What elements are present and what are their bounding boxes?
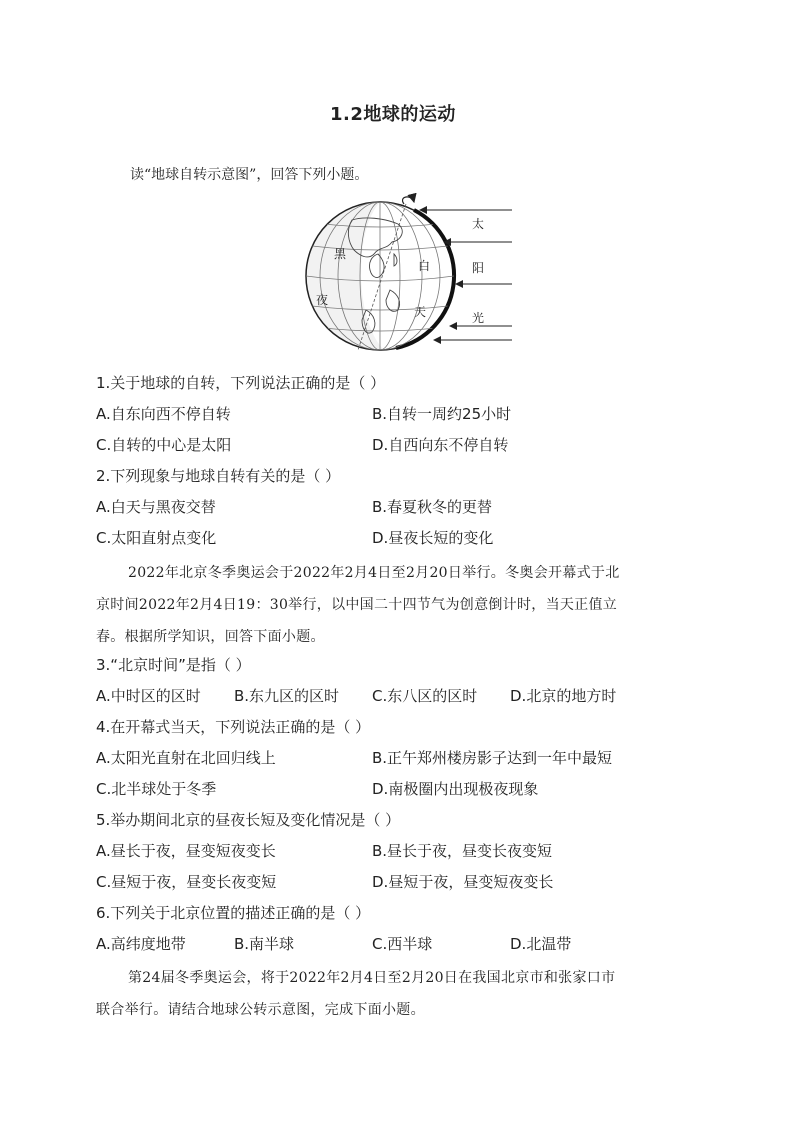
label-sun-2: 阳 <box>472 261 485 275</box>
question-4-option-b: B.正午郑州楼房影子达到一年中最短 <box>372 749 613 767</box>
question-1-option-b: B.自转一周约25小时 <box>372 405 512 423</box>
question-2-option-a: A.白天与黑夜交替 <box>96 498 216 516</box>
question-5-option-c: C.昼短于夜，昼变长夜变短 <box>96 873 277 891</box>
passage-2-line-1: 第24届冬季奥运会，将于2022年2月4日至2月20日在我国北京市和张家口市 <box>128 970 616 986</box>
intro-text: 读“地球自转示意图”，回答下列小题。 <box>130 167 369 183</box>
question-6-stem: 6.下列关于北京位置的描述正确的是（ ） <box>96 904 371 922</box>
label-night-2: 夜 <box>316 293 329 307</box>
question-5-stem: 5.举办期间北京的昼夜长短及变化情况是（ ） <box>96 811 401 829</box>
passage-1-line-3: 春。根据所学知识，回答下面小题。 <box>96 629 325 645</box>
label-day-2: 天 <box>414 305 427 319</box>
label-day-1: 白 <box>418 259 431 273</box>
question-5-option-d: D.昼短于夜，昼变短夜变长 <box>372 873 554 891</box>
question-4-option-a: A.太阳光直射在北回归线上 <box>96 749 276 767</box>
label-sun-1: 太 <box>472 217 485 231</box>
question-6-option-c: C.西半球 <box>372 935 433 953</box>
question-3-stem: 3.“北京时间”是指（ ） <box>96 656 251 674</box>
question-1-option-c: C.自转的中心是太阳 <box>96 436 232 454</box>
question-5-option-a: A.昼长于夜，昼变短夜变长 <box>96 842 276 860</box>
question-3-option-d: D.北京的地方时 <box>510 687 617 705</box>
passage-1-line-2: 京时间2022年2月4日19：30举行，以中国二十四节气为创意倒计时，当天正值立 <box>96 597 618 613</box>
question-2-stem: 2.下列现象与地球自转有关的是（ ） <box>96 467 341 485</box>
question-6-option-a: A.高纬度地带 <box>96 935 186 953</box>
question-1-option-a: A.自东向西不停自转 <box>96 405 231 423</box>
earth-rotation-diagram <box>294 190 520 358</box>
question-3-option-c: C.东八区的区时 <box>372 687 478 705</box>
question-5-option-b: B.昼长于夜，昼变长夜变短 <box>372 842 553 860</box>
passage-2-line-2: 联合举行。请结合地球公转示意图，完成下面小题。 <box>96 1002 425 1018</box>
question-4-option-d: D.南极圈内出现极夜现象 <box>372 780 539 798</box>
question-2-option-d: D.昼夜长短的变化 <box>372 529 494 547</box>
rotation-arrow-icon <box>403 197 414 204</box>
passage-1-line-1: 2022年北京冬季奥运会于2022年2月4日至2月20日举行。冬奥会开幕式于北 <box>128 565 620 581</box>
question-2-option-c: C.太阳直射点变化 <box>96 529 217 547</box>
page-title: 1.2地球的运动 <box>330 104 456 125</box>
label-sun-3: 光 <box>472 311 485 325</box>
earth-rotation-figure <box>294 190 520 358</box>
question-3-option-b: B.东九区的区时 <box>234 687 340 705</box>
question-4-stem: 4.在开幕式当天，下列说法正确的是（ ） <box>96 718 371 736</box>
question-6-option-b: B.南半球 <box>234 935 295 953</box>
question-3-option-a: A.中时区的区时 <box>96 687 201 705</box>
question-6-option-d: D.北温带 <box>510 935 572 953</box>
question-2-option-b: B.春夏秋冬的更替 <box>372 498 493 516</box>
question-1-stem: 1.关于地球的自转，下列说法正确的是（ ） <box>96 374 386 392</box>
question-4-option-c: C.北半球处于冬季 <box>96 780 217 798</box>
question-1-option-d: D.自西向东不停自转 <box>372 436 509 454</box>
label-night-1: 黑 <box>334 247 347 261</box>
